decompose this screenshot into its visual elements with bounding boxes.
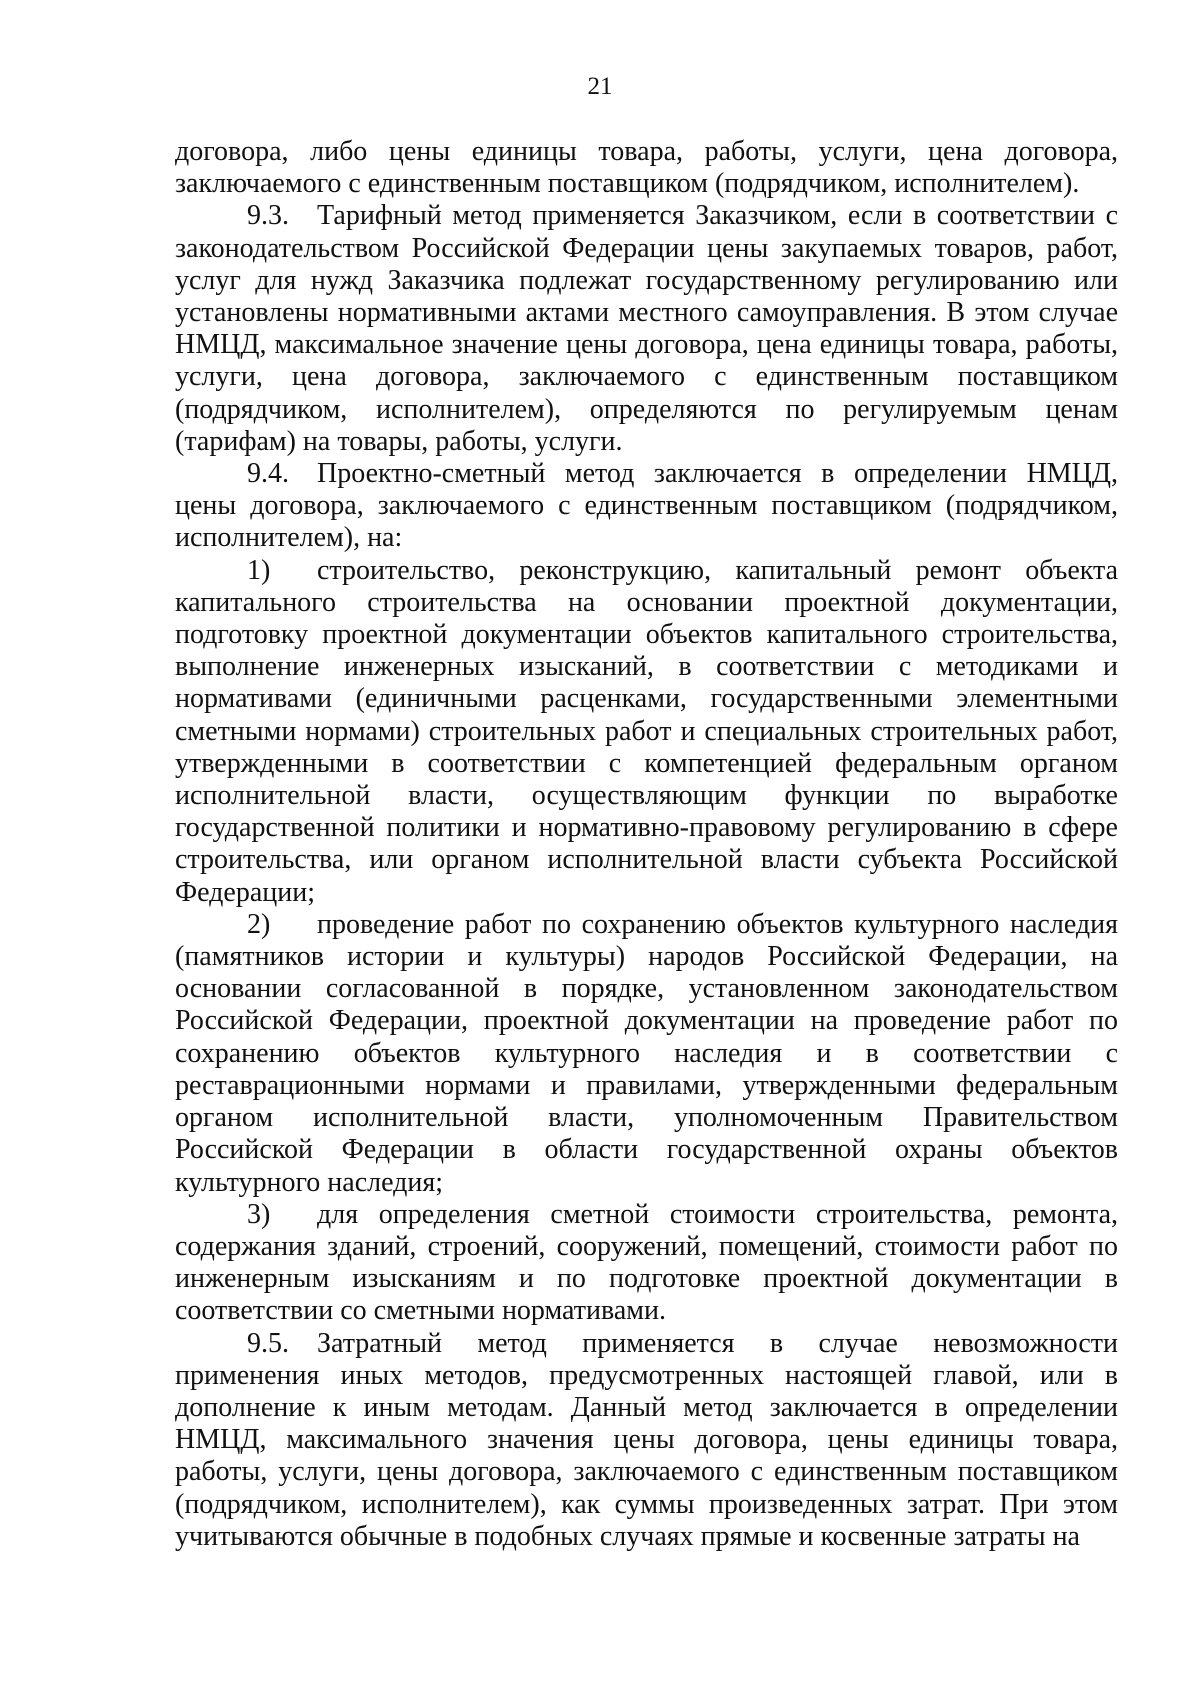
document-body (175, 136, 1118, 1553)
clause-9-3 (175, 200, 1118, 458)
clause-9-4 (175, 458, 1118, 555)
list-item-number: 2) (247, 908, 271, 940)
paragraph-continuation (175, 136, 1118, 200)
clause-number: 9.3. (247, 200, 289, 232)
page-number: 21 (587, 73, 613, 100)
list-item-text: для определения сметной стоимости строительства, ремонта, содержания зданий, строений, сооружений, помещений, стоимости работ по инженерным изысканиям и по подготовке проектной документации в соответствии со сметными нормативами. (175, 1198, 1118, 1327)
list-item-3 (175, 1199, 1118, 1328)
clause-text: Проектно-сметный метод заключается в определении НМЦД, цены договора, заключаемого с единственным поставщиком (подрядчиком, исполнителем), на: (175, 458, 1118, 554)
clause-number: 9.4. (247, 458, 289, 490)
list-item-text: строительство, реконструкцию, капитальный ремонт объекта капитального строительства на основании проектной документации, подготовку проектной документации объектов капитального строительства, выполнение инженерных изысканий, в соответствии с методиками и нормативами (единичными расценками, государственными элементными сметными нормами) строительных работ и специальных строительных работ, утвержденными в соответствии с компетенцией федеральным органом исполнительной власти, осуществляющим функции по выработке государственной политики и нормативно-правовому регулированию в сфере строительства, или органом исполнительной власти субъекта Российской Федерации; (175, 554, 1118, 908)
clause-number: 9.5. (247, 1327, 289, 1359)
list-item-1 (175, 555, 1118, 909)
list-item-number: 3) (247, 1198, 271, 1230)
clause-text: Тарифный метод применяется Заказчиком, если в соответствии с законодательством Российской Федерации цены закупаемых товаров, работ, услуг для нужд Заказчика подлежат государственному регулированию или установлены нормативными актами местного самоуправления. В этом случае НМЦД, максимальное значение цены договора, цена единицы товара, работы, услуги, цена договора, заключаемого с единственным поставщиком (подрядчиком, исполнителем), определяются по регулируемым ценам (тарифам) на товары, работы, услуги. (175, 200, 1118, 457)
clause-text: Затратный метод применяется в случае невозможности применения иных методов, предусмотренных настоящей главой, или в дополнение к иным методам. Данный метод заключается в определении НМЦД, максимального значения цены договора, цены единицы товара, работы, услуги, цены договора, заключаемого с единственным поставщиком (подрядчиком, исполнителем), как суммы произведенных затрат. При этом учитываются обычные в подобных случаях прямые и косвенные затраты на (175, 1327, 1118, 1552)
list-item-2 (175, 909, 1118, 1199)
list-item-text: проведение работ по сохранению объектов культурного наследия (памятников истории и культуры) народов Российской Федерации, на основании согласованной в порядке, установленном законодательством Российской Федерации, проектной документации на проведение работ по сохранению объектов культурного наследия и в соответствии с реставрационными нормами и правилами, утвержденными федеральным органом исполнительной власти, уполномоченным Правительством Российской Федерации в области государственной охраны объектов культурного наследия; (175, 908, 1118, 1198)
paragraph-text: договора, либо цены единицы товара, работы, услуги, цена договора, заключаемого с единственным поставщиком (подрядчиком, исполнителем). (175, 136, 1118, 200)
clause-9-5 (175, 1328, 1118, 1553)
list-item-number: 1) (247, 554, 271, 586)
